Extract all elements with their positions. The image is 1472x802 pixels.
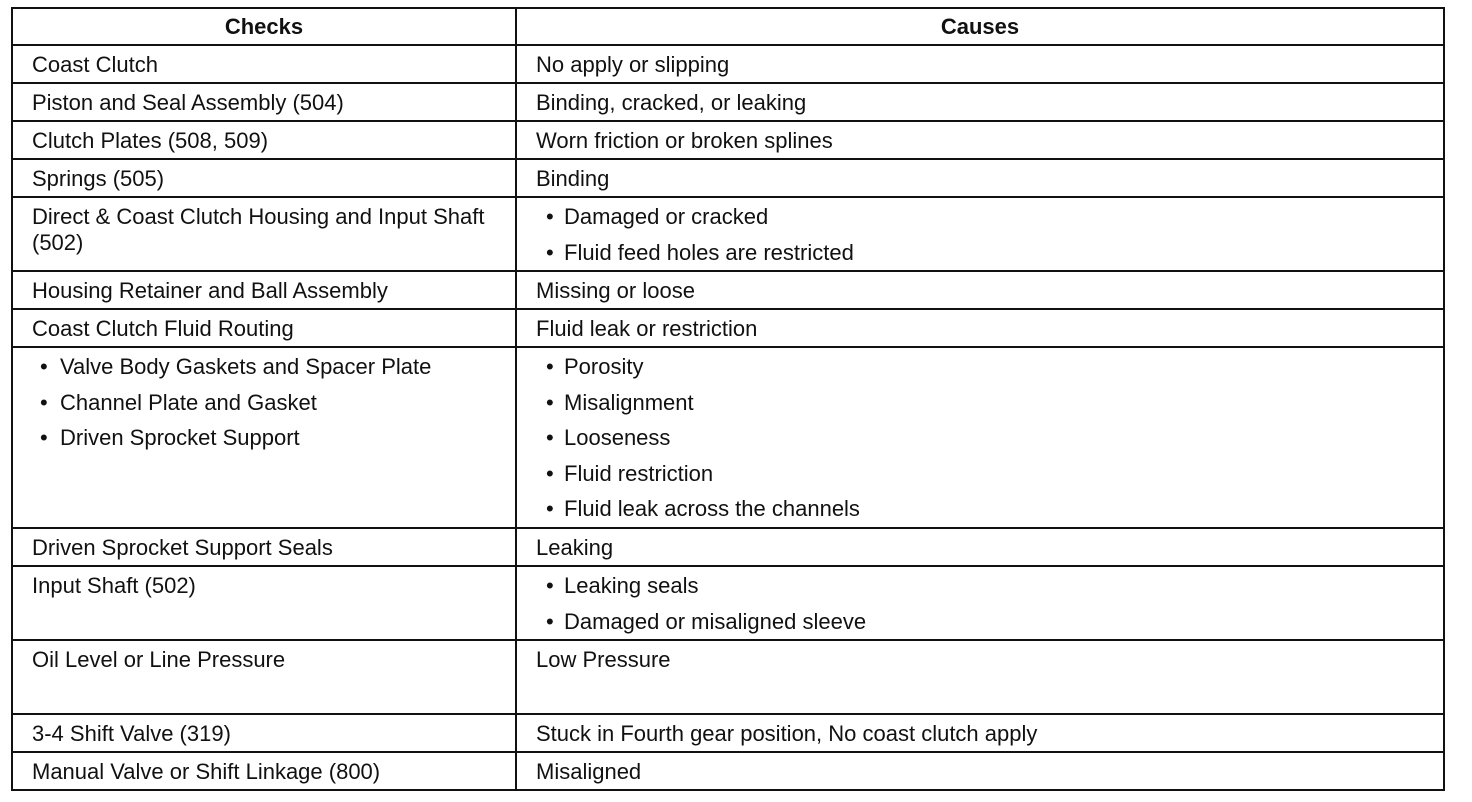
cause-cell [516,347,1444,528]
table-row [12,271,1444,309]
table-row [12,45,1444,83]
cause-cell: Leaking [516,528,1444,566]
diagnosis-table [11,7,1445,791]
cause-cell: Binding [516,159,1444,197]
list-item: • Looseness [536,419,1431,455]
list-item: • Fluid leak across the channels [536,490,1431,526]
list-item: • Damaged or cracked [536,198,1431,234]
cause-cell: Low Pressure [516,640,1444,714]
header-row [12,8,1444,45]
cause-list [536,198,1431,269]
list-item: • Damaged or misaligned sleeve [536,603,1431,639]
check-cell: Clutch Plates (508, 509) [12,121,516,159]
cause-list [536,348,1431,526]
check-cell: 3-4 Shift Valve (319) [12,714,516,752]
check-cell: Springs (505) [12,159,516,197]
check-cell: Direct & Coast Clutch Housing and Input Shaft (502) [12,197,516,271]
check-cell: Oil Level or Line Pressure [12,640,516,714]
list-item: • Fluid restriction [536,455,1431,491]
check-cell: Coast Clutch Fluid Routing [12,309,516,347]
check-cell [12,347,516,528]
check-cell: Driven Sprocket Support Seals [12,528,516,566]
list-item: • Driven Sprocket Support [13,419,503,455]
table-row [12,309,1444,347]
cause-cell [516,566,1444,640]
cause-cell: Misaligned [516,752,1444,790]
causes-header: Causes [516,8,1444,45]
check-cell: Input Shaft (502) [12,566,516,640]
check-cell: Piston and Seal Assembly (504) [12,83,516,121]
table-row [12,640,1444,714]
table-row [12,752,1444,790]
list-item: • Fluid feed holes are restricted [536,234,1431,270]
cause-cell: No apply or slipping [516,45,1444,83]
cause-cell: Fluid leak or restriction [516,309,1444,347]
table-row [12,347,1444,528]
check-cell: Coast Clutch [12,45,516,83]
table-row [12,528,1444,566]
table-row [12,159,1444,197]
checks-header: Checks [12,8,516,45]
cause-list [536,567,1431,638]
table-row [12,714,1444,752]
cause-cell: Missing or loose [516,271,1444,309]
list-item: • Valve Body Gaskets and Spacer Plate [13,348,503,384]
check-cell: Housing Retainer and Ball Assembly [12,271,516,309]
list-item: • Porosity [536,348,1431,384]
check-list [13,348,503,455]
cause-cell [516,197,1444,271]
table-row [12,121,1444,159]
table-row [12,83,1444,121]
cause-cell: Worn friction or broken splines [516,121,1444,159]
list-item: • Channel Plate and Gasket [13,384,503,420]
table-row [12,566,1444,640]
list-item: • Misalignment [536,384,1431,420]
table-row [12,197,1444,271]
cause-cell: Stuck in Fourth gear position, No coast clutch apply [516,714,1444,752]
cause-cell: Binding, cracked, or leaking [516,83,1444,121]
list-item: • Leaking seals [536,567,1431,603]
check-cell: Manual Valve or Shift Linkage (800) [12,752,516,790]
